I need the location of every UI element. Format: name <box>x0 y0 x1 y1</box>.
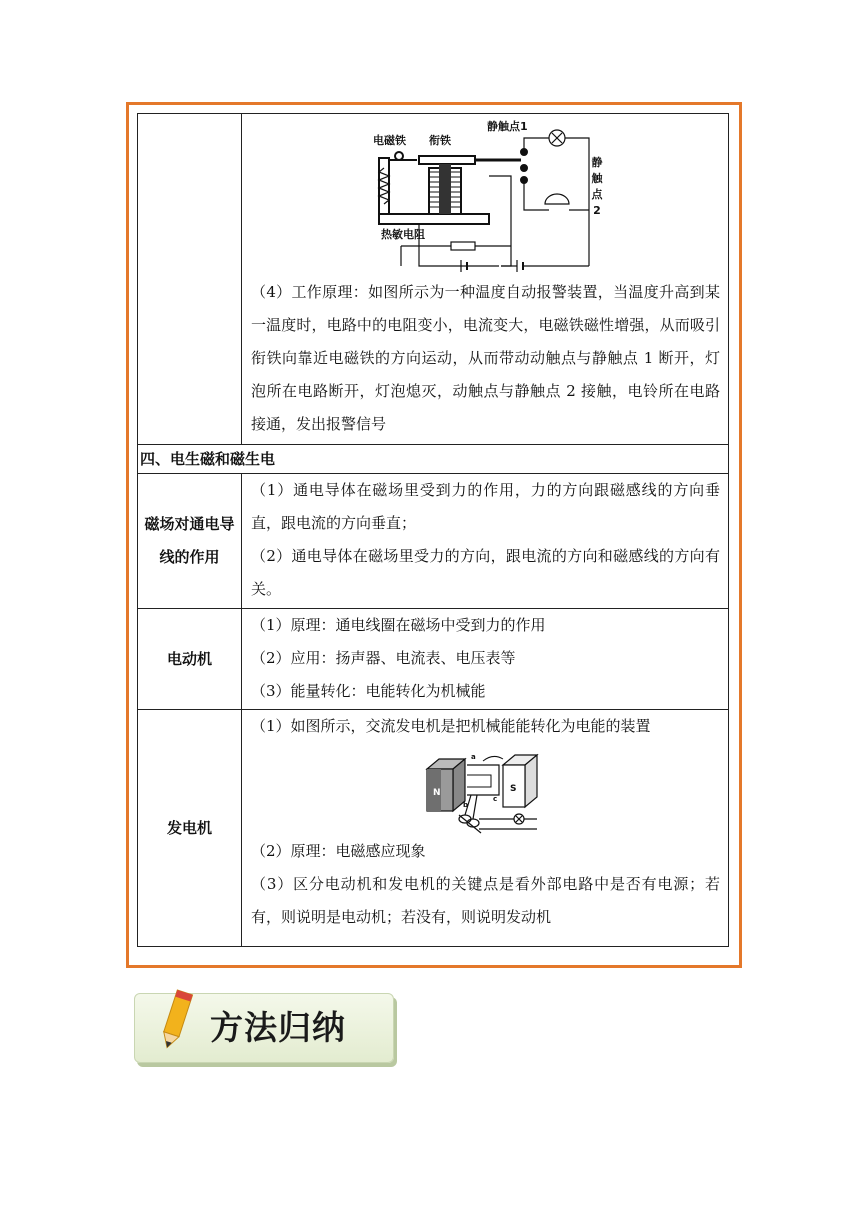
table-row-force-on-wire <box>138 474 729 609</box>
method-summary-banner <box>134 993 394 1063</box>
pencil-icon <box>148 987 204 1053</box>
label-electromagnet: 电磁铁 <box>372 134 406 147</box>
table-row-relay-alarm <box>138 114 729 445</box>
generator-line-1: （1）如图所示，交流发电机是把机械能能转化为电能的装置 <box>251 717 651 735</box>
force-on-wire-line-1: （1）通电导体在磁场里受到力的作用，力的方向跟磁感线的方向垂直，跟电流的方向垂直； <box>251 481 720 532</box>
motor-line-2: （2）应用：扬声器、电流表、电压表等 <box>251 649 516 667</box>
motor-content <box>242 609 729 710</box>
coil-label-b: b <box>462 801 468 809</box>
table-row-generator <box>138 710 729 947</box>
knowledge-table <box>137 113 729 947</box>
generator-line-2: （2）原理：电磁感应现象 <box>251 842 426 860</box>
motor-line-3: （3）能量转化：电能转化为机械能 <box>251 682 486 700</box>
label-static-contact-2-char1: 静 <box>591 156 602 169</box>
banner-title: 方法归纳 <box>210 1008 346 1047</box>
knowledge-table-frame <box>126 102 742 968</box>
motor-line-1: （1）原理：通电线圈在磁场中受到力的作用 <box>251 616 546 634</box>
magnet-north-label: N <box>432 788 441 798</box>
label-static-contact-2-char3: 点 <box>591 188 602 201</box>
force-on-wire-line-2: （2）通电导体在磁场里受力的方向，跟电流的方向和磁感线的方向有关。 <box>251 547 720 598</box>
empty-label-cell <box>138 114 242 445</box>
label-static-contact-2-char4: 2 <box>592 204 601 217</box>
label-static-contact-2-char2: 触 <box>591 172 602 185</box>
table-row-motor <box>138 609 729 710</box>
relay-principle-text: （4）工作原理：如图所示为一种温度自动报警装置，当温度升高到某一温度时，电路中的电阻变小，电流变大，电磁铁磁性增强，从而吸引衔铁向靠近电磁铁的方向运动，从而带动动触点与静触点 1 断开，灯泡所在电路断开，灯泡熄灭，动触点与静触点 2 接触，电铃所在电路接通，发出报警信号 <box>251 283 720 433</box>
label-static-contact-1: 静触点1 <box>486 120 528 133</box>
generator-magnets <box>427 755 537 811</box>
label-thermistor: 热敏电阻 <box>380 228 425 241</box>
label-armature: 衔铁 <box>428 134 451 147</box>
coil-label-a: a <box>470 753 476 761</box>
section-title: 四、电生磁和磁生电 <box>138 445 729 474</box>
section-title-row <box>138 445 729 474</box>
row-label-motor: 电动机 <box>138 609 242 710</box>
relay-mechanism <box>379 130 589 272</box>
force-on-wire-content <box>242 474 729 609</box>
generator-content <box>242 710 729 947</box>
coil-label-c: c <box>492 795 497 803</box>
generator-diagram <box>421 745 551 835</box>
relay-content-cell <box>242 114 729 445</box>
row-label-force-on-wire: 磁场对通电导线的作用 <box>138 474 242 609</box>
magnet-south-label: S <box>509 784 516 794</box>
relay-alarm-diagram <box>361 116 611 276</box>
generator-line-3: （3）区分电动机和发电机的关键点是看外部电路中是否有电源；若有，则说明是电动机；若没有，则说明发动机 <box>251 875 720 926</box>
row-label-generator: 发电机 <box>138 710 242 947</box>
